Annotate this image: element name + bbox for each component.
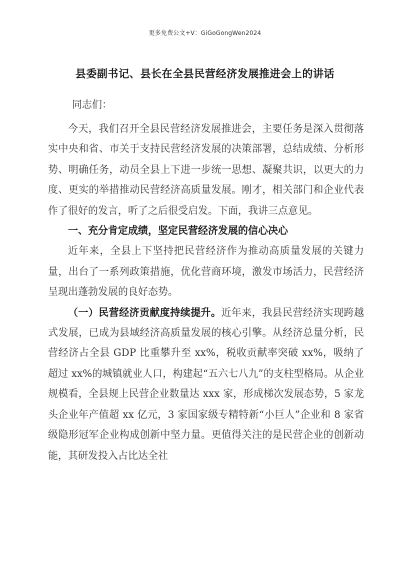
paragraph-contribution (48, 304, 364, 467)
document-title: 县委副书记、县长在全县民营经济发展推进会上的讲话 (75, 68, 335, 80)
section-heading-1: 一、充分肯定成绩，坚定民营经济发展的信心决心 (68, 226, 288, 238)
promo-note: 更多免费公文+V：GiGoGongWen2024 (148, 30, 262, 37)
paragraph-overview: 近年来，全县上下坚持把民营经济作为推动高质量发展的关键力量，出台了一系列政策措施，优化营商环境，激发市场活力，民营经济呈现出蓬勃发展的良好态势。 (48, 246, 364, 299)
paragraph-intro: 今天，我们召开全县民营经济发展推进会，主要任务是深入贯彻落实中央和省、市关于支持民营经济发展的决策部署，总结成绩、分析形势、明确任务，动员全县上下进一步统一思想、凝聚共识，以更大的力度、更实的举措推动民营经济高质量发展。刚才，相关部门和企业代表作了很好的发言，听了之后很受启发。下面，我讲三点意见。 (48, 124, 364, 217)
paragraph-contribution-text: 近年来，我县民营经济实现跨越式发展，已成为县域经济高质量发展的核心引擎。从经济总量分析，民营经济占全县 GDP 比重攀升至 xx%，税收贡献率突破 xx%，吸纳了超过 xx%的城镇就业人口，构建起“五六七八九”的支柱型格局。从企业规模看，全县规上民营企业数量达 xxx 家，形成梯次发展态势，5 家龙头企业年产值超 xx 亿元，3 家国家级专精特新“小巨人”企业和 8 家省级隐形冠军企业构成创新中坚力量。更值得关注的是民营企业的创新动能，其研发投入占比达全社 (48, 307, 365, 462)
subheading-1: （一）民营经济贡献度持续提升。 (68, 307, 222, 319)
document-body (48, 120, 364, 467)
greeting: 同志们： (72, 100, 112, 111)
